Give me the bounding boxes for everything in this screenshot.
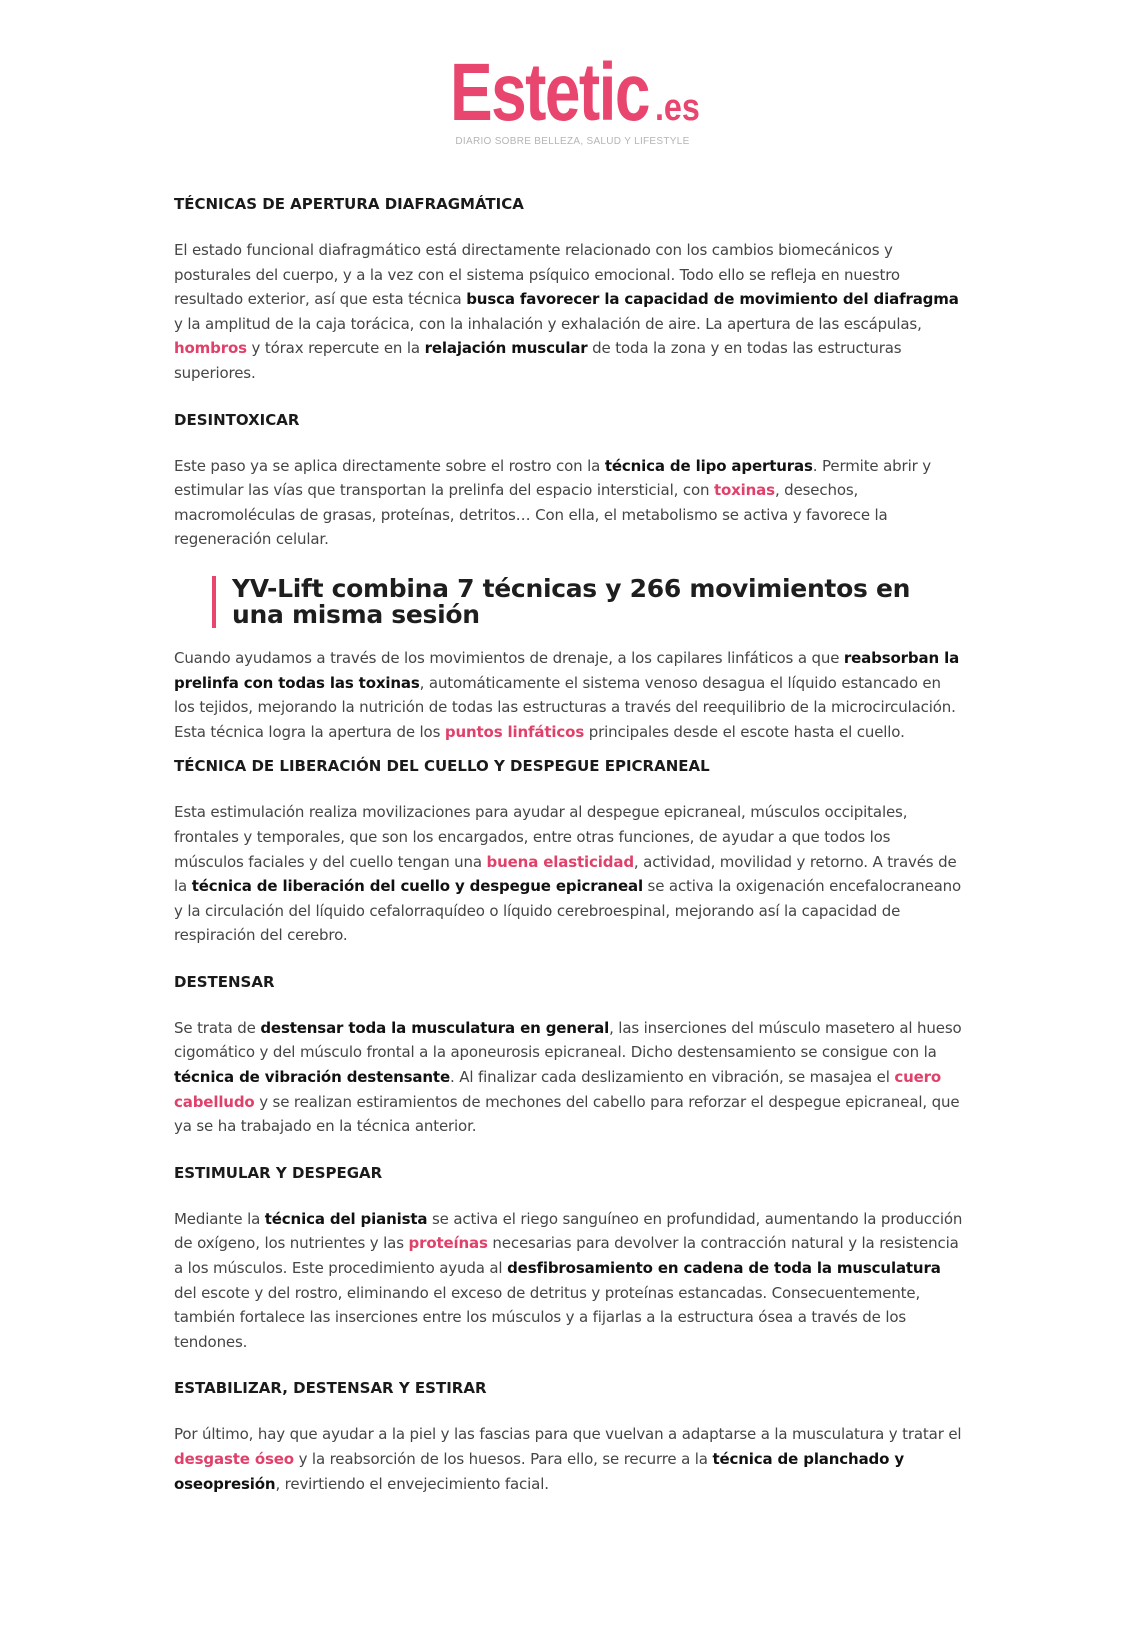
article-body	[174, 192, 964, 1496]
section-heading-liberacion-cuello: TÉCNICA DE LIBERACIÓN DEL CUELLO Y DESPEGUE EPICRANEAL	[174, 757, 710, 776]
paragraph-estabilizar: Por último, hay que ayudar a la piel y las fascias para que vuelvan a adaptarse a la musculatura y tratar el desgaste óseo y la reabsorción de los huesos. Para ello, se recurre a la técnica de planchado y oseopresión, revirtiendo el envejecimiento facial.	[174, 1425, 962, 1493]
section-heading-apertura: TÉCNICAS DE APERTURA DIAFRAGMÁTICA	[174, 195, 524, 213]
section-heading-destensar: DESTENSAR	[174, 972, 275, 991]
paragraph-desintoxicar: Este paso ya se aplica directamente sobre el rostro con la técnica de lipo aperturas. Permite abrir y estimular las vías que transportan la prelinfa del espacio intersticial, con toxinas, desechos, macromoléculas de grasas, proteínas, detritos… Con ella, el metabolismo se activa y favorece la regeneración celular.	[174, 456, 931, 549]
link-hombros[interactable]: hombros	[174, 339, 247, 358]
link-buena-elasticidad[interactable]: buena elasticidad	[486, 852, 634, 871]
paragraph-drenaje: Cuando ayudamos a través de los movimientos de drenaje, a los capilares linfáticos a que reabsorban la prelinfa con todas las toxinas, automáticamente el sistema venoso desagua el líquido estancado en los tejidos, mejorando la nutrición de todas las estructuras a través del reequilibrio de la microcirculación. Esta técnica logra la apertura de los puntos linfáticos principales desde el escote hasta el cuello.	[174, 648, 960, 741]
site-header	[0, 47, 1125, 147]
brand-logo[interactable]	[422, 47, 704, 138]
pull-quote: YV-Lift combina 7 técnicas y 266 movimientos en una misma sesión	[212, 576, 964, 628]
brand-tld: .es	[654, 87, 700, 129]
link-desgaste-oseo[interactable]: desgaste óseo	[174, 1450, 294, 1468]
section-heading-estimular: ESTIMULAR Y DESPEGAR	[174, 1163, 383, 1182]
paragraph-estimular: Mediante la técnica del pianista se activa el riego sanguíneo en profundidad, aumentando la producción de oxígeno, los nutrientes y las proteínas necesarias para devolver la contracción natural y la resistencia a los músculos. Este procedimiento ayuda al desfibrosamiento en cadena de toda la musculatura del escote y del rostro, eliminando el exceso de detritus y proteínas estancadas. Consecuentemente, también fortalece las inserciones entre los músculos y a fijarlas a la estructura ósea a través de los tendones.	[174, 1209, 963, 1351]
paragraph-apertura: El estado funcional diafragmático está directamente relacionado con los cambios biomecánicos y posturales del cuerpo, y a la vez con el sistema psíquico emocional. Todo ello se refleja en nuestro resultado exterior, así que esta técnica busca favorecer la capacidad de movimiento del diafragma y la amplitud de la caja torácica, con la inhalación y exhalación de aire. La apertura de las escápulas, hombros y tórax repercute en la relajación muscular de toda la zona y en todas las estructuras superiores.	[174, 241, 959, 382]
paragraph-liberacion-cuello: Esta estimulación realiza movilizaciones para ayudar al despegue epicraneal, músculos occipitales, frontales y temporales, que son los encargados, entre otras funciones, de ayudar a que todos los músculos faciales y del cuello tengan una buena elasticidad, actividad, movilidad y retorno. A través de la técnica de liberación del cuello y despegue epicraneal se activa la oxigenación encefalocraneano y la circulación del líquido cefalorraquídeo o líquido cerebroespinal, mejorando así la capacidad de respiración del cerebro.	[174, 803, 961, 945]
link-toxinas[interactable]: toxinas	[713, 481, 775, 500]
section-heading-estabilizar: ESTABILIZAR, DESTENSAR Y ESTIRAR	[174, 1379, 487, 1398]
section-heading-desintoxicar: DESINTOXICAR	[174, 410, 300, 429]
paragraph-destensar: Se trata de destensar toda la musculatura en general, las inserciones del músculo masetero al hueso cigomático y del músculo frontal a la aponeurosis epicraneal. Dicho destensamiento se consigue con la técnica de vibración destensante. Al finalizar cada deslizamiento en vibración, se masajea el cuero cabelludo y se realizan estiramientos de mechones del cabello para reforzar el despegue epicraneal, que ya se ha trabajado en la técnica anterior.	[174, 1018, 962, 1136]
brand-tagline: DIARIO SOBRE BELLEZA, SALUD Y LIFESTYLE	[455, 136, 690, 147]
link-proteinas[interactable]: proteínas	[408, 1234, 488, 1253]
link-cuero-cabelludo[interactable]: cuero cabelludo	[174, 1068, 942, 1111]
link-puntos-linfaticos[interactable]: puntos linfáticos	[444, 722, 585, 741]
brand-name: Estetic	[449, 47, 649, 138]
